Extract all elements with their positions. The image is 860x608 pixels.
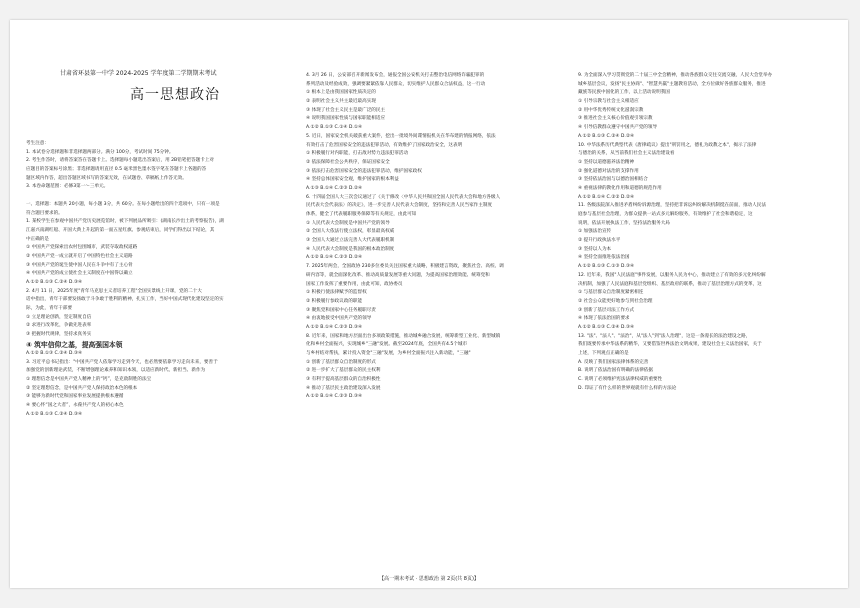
text-line: ① 引导宗教与社会主义相适应 <box>578 99 639 105</box>
text-line: A.①② B.①③ C.①④ D.①④ <box>306 125 363 131</box>
text-line: 藏族等民族中国化的工作，以上活动说明我国 <box>578 90 670 96</box>
text-line: ③ 依法打击危害国家安全的违法犯罪活动，维护国家政权 <box>306 168 422 174</box>
text-line: ② 提升行政执法水平 <box>578 238 621 244</box>
text-line: A.①② B.①④ C.②③ D.③④ <box>306 324 363 330</box>
text-line: ② 用中华优秀传统文化滋润宗教 <box>578 107 644 113</box>
text-line: ① 中国共产党探索出农村包围城市，武装夺取政权道路 <box>26 245 138 251</box>
text-line: ② 求进行改革化，争做先进表率 <box>26 323 92 329</box>
text-line: 与德治的关系，从当前我们社会主义法治建设看 <box>578 151 675 157</box>
text-line: ② 积极履行参政议政的职能 <box>306 298 363 304</box>
exam-paper-sheet <box>10 20 848 588</box>
text-line: 说明，依法开展执法工作，坚持法治服务大局 <box>578 220 670 226</box>
text-line: 国家工作发挥了重要作用，由此可知，政协委员 <box>306 281 403 287</box>
text-line: ① 立足理论创新，坚定制度自信 <box>26 314 92 320</box>
text-line: 体系，健全了代表履职服务保障等有关规定，由此可知 <box>306 212 417 217</box>
text-line: ④ 推动了基层民主政治建设深入发展 <box>306 385 381 391</box>
text-line: A.①② B.①④ C.②② D.②④ <box>578 194 635 200</box>
text-line: B. 说明了依法治国有明确的法律依据 <box>578 368 653 374</box>
text-line: ④ 由衷地接受中国共产党的领导 <box>306 316 372 322</box>
page-footer: 【高一期末考试 · 思想政治 第 2页(共 8页)】 <box>379 576 479 582</box>
column-right <box>578 72 828 393</box>
text-line: ③ 把握时代规律，坚持求真务实 <box>26 332 92 338</box>
text-line: ④ 说明我国国家性质与国家职能相适应 <box>306 116 386 122</box>
text-line: ① 积极履行对内职能，打击敌对势力违法犯罪活动 <box>306 151 409 157</box>
text-line: 庭参与基层社会治理，为群众提供一站式多元解纷服务，有效维护了社会和谐稳定，这 <box>578 212 753 217</box>
text-line: 12. 近年来，我国"人民法庭"事件发展，以服务人民为中心，推动建立了有效的多元化纠纷解 <box>578 272 766 278</box>
school-title: 甘肃省环县第一中学 2024-2025 学年度第二学期期末考试 <box>60 70 217 77</box>
text-line: ④ 引导信教群众遵守中国共产党的领导 <box>578 125 658 131</box>
column-left <box>26 140 276 419</box>
text-line: ④ 坚持全面推进依法治国 <box>578 255 630 261</box>
text-line: 4. 3月 26 日，公安部召开新闻发布会，通报全国公安机关打击整治电信网络诈骗犯罪的 <box>306 73 485 78</box>
text-line: A.①② B.①③ C.②④ D.③④ <box>26 411 83 417</box>
text-line: ① 根本上是由我国国家性质决定的 <box>306 90 376 96</box>
text-line: 与乡村结对帮扶，累计投入资金"三融"发展，为乡村全面振兴注入新动能，"三融" <box>306 351 471 356</box>
text-line: ① 人民代表大会制度是中国共产党的领导 <box>306 220 390 226</box>
text-line: ③ 有利于提高基层群众的自治积极性 <box>306 377 381 383</box>
text-line: ③ 中国共产党的诞生使中国人民在斗争中有了主心骨 <box>26 262 133 268</box>
text-line: 有效打击了危害国家安全的违法犯罪活动，有效维护了国家政治安全，这表明 <box>306 142 463 148</box>
text-line: 研内容等，就全面深化改革、推动高质量发展等重大问题，为提高国家治理效能、统筹党和 <box>306 272 490 278</box>
text-line: C. 说明了必须维护宪法法律权威的重要性 <box>578 377 663 383</box>
text-line: ③ 坚持以人为本 <box>578 246 612 252</box>
text-line: 系列活动及经验成效，强调要紧紧依靠人民群众，切实维护人民群众合法权益，这一行动 <box>306 81 486 87</box>
text-line: ② 社会公众能更好地参与到社会治理 <box>578 298 653 304</box>
text-line: 上述，下列观点正确的是 <box>578 351 629 356</box>
text-line: 题区域内作答，超出答题区域书写的答案无效，在试题卷、草稿纸上作答无效。 <box>26 175 187 181</box>
text-line: ③ 能够为新时代党和国家事业发展提供根本遵循 <box>26 394 124 400</box>
text-line: A.①③ B.①④ C.②③ D.②④ <box>306 185 363 191</box>
text-line: 11. 各级法院深入推进矛盾纠纷诉源治理，坚持把非诉讼纠纷解决机制挺在前面，推动人民法 <box>578 203 766 209</box>
text-line: ② 表明社会主义共主最近最高实现 <box>306 99 376 105</box>
text-line: ② 坚定理想信念，是中国共产党人保持政治本色的根本 <box>26 385 138 391</box>
subject-title: 高一思想政治 <box>130 87 220 103</box>
text-line: ④ 坚持总体国家安全观，维护国家的根本利益 <box>306 177 399 183</box>
text-line: ④ 体现了依法治国的要求 <box>578 316 630 322</box>
text-line: ① 创新了基层群众自治制度的形式 <box>306 359 376 365</box>
text-line: ④ 筑牢信仰之基，提高强国本领 <box>26 340 123 349</box>
text-line: ③ 聚焦党和国家中心任务履职尽责 <box>306 307 376 313</box>
text-line: A.①② B.①④ C.②③ D.③④ <box>306 394 363 400</box>
text-line: 10. 中华法系历代典型代表《唐律疏议》提出"刑罚用之，德礼为政教之本"，揭示了法律 <box>578 142 757 148</box>
text-line: 3. 本卷命题范围：必修3第一～三单元。 <box>26 184 109 190</box>
text-line: ① 理想信念是中国共产党人精神上的“钙”，是克敌制胜的法宝 <box>26 376 152 382</box>
text-line: 2. 4月 11 日，2025年度"青年马克思主义者培养工程"全国实景线上开课，党的二十大 <box>26 288 202 294</box>
text-line: A.①② B.①③ C.②④ D.③④ <box>26 350 83 356</box>
text-line: 2. 考生作答时，请将答案答在答题卡上。选择题每小题选出答案后，用 2B铅笔把答题卡上对 <box>26 158 214 164</box>
text-line: 决机制，加强了人民法庭和基层党组织、基层政府的联系，推动了基层治理方式的变革，这 <box>578 281 762 287</box>
text-line: ④ 要心怀“国之大者”，永葆共产党人的初心本色 <box>26 402 124 408</box>
text-line: 话中指出，青年干部要发扬敢于斗争敢于胜利的精神，扎实工作，当好中国式现代化建设坚定的实 <box>26 297 224 303</box>
text-line: 一、选择题：本题共 20小题，每小题 3分，共 60分。在每小题给出的四个选项中，只有一项是 <box>26 201 220 207</box>
text-line: ③ 推进社会主义核心价值观引领宗教 <box>578 116 653 122</box>
text-line: 1. 某校学生在参观中国共产党历史展览馆时，被下列展品所吸引：(湖南长沙出土的考察报告)，湖 <box>26 219 224 225</box>
text-line: A.①② B.①④ C.②③ D.②④ <box>306 255 363 261</box>
text-line: ① 积极行使法律赋予的监督权 <box>306 290 367 296</box>
text-line: ④ 中国共产党的成立使社会主义制度在中国得以确立 <box>26 271 133 277</box>
text-line: ③ 创新了基层司法工作方式 <box>578 307 635 313</box>
text-line: ① 与基层群众自治制度紧密相连 <box>578 290 644 296</box>
text-line: 9. 为全面深入学习贯彻党的二十届三中全会精神，推动各族群众交往交流交融，人民大会堂举办 <box>578 73 773 78</box>
text-line: 13. "法"、"法人"、"法治"，从"法人"到"法人治理"，这是一条漫长的法治建设之路， <box>578 333 751 339</box>
text-line: 5. 近日，国家安全机关破获重大案件，挖出一批境外间谍情报机关在华布建的情报网络，依法 <box>306 133 496 139</box>
text-line: ① 坚持以道德滋养法治精神 <box>578 159 635 165</box>
text-line: 考生注意： <box>26 141 49 146</box>
text-line: ② 进一步扩大了基层群众的民主权利 <box>306 368 381 374</box>
text-line: 化和乡村全面振兴，实现城乡"三融"发展。截至2024年底，全国共有4.5个城市 <box>306 342 468 348</box>
text-line: 符合题目要求的。 <box>26 210 63 216</box>
text-line: ② 依法保障社会公共秩序，保证国家安全 <box>306 159 390 165</box>
text-line: A. 反映了我们国家法律体系的完善 <box>578 359 649 365</box>
text-line: 1. 本试卷分选择题和非选择题两部分。满分 100分，考试时间 75分钟。 <box>26 149 174 155</box>
text-line: 我们既要传承中华法系的精华，又要借鉴世界法治文明成果，建设社会主义法治国家，关于 <box>578 342 762 348</box>
text-line: ③ 体现了社会主义民主是最广泛的民主 <box>306 107 386 113</box>
text-line: 加强党的创新理论武装，不断增强理论素养和知识本领，以适应新时代、新担当、新作为 <box>26 368 206 374</box>
text-line: 中正确的是 <box>26 236 49 242</box>
text-line: A.①② B.①③ C.②④ D.③④ <box>578 324 635 330</box>
column-middle <box>306 72 556 402</box>
text-line: ② 全国人大依法行使立法权，彰显最高权威 <box>306 229 395 235</box>
text-line: ④ 人民代表大会制度是我国的根本政治制度 <box>306 246 395 252</box>
text-line: 8. 近年来，国家和地方层面出台多项政策措施，推动城乡融合发展，统筹新型工业化、新型城镇 <box>306 333 501 339</box>
text-line: 应题目的答案标号涂黑；非选择题请用直径 0.5 毫米黑色墨水签字笔在答题卡上各题的答 <box>26 167 207 173</box>
text-line: 7. 2025年两会，全国政协 230多位委员关注国家重大战略，积极建言资政，聚焦社会、高校、调 <box>306 264 504 270</box>
text-line: 民代表大会代表法〉的决定》，进一步完善人民代表大会制度，坚持和完善人民当家作主制度 <box>306 203 493 209</box>
text-line <box>26 192 276 201</box>
text-line: 6. 十四届全国人大三次会议通过了《关于修改〈中华人民共和国全国人民代表大会和地方各级人 <box>306 194 501 200</box>
text-line: ① 加强法治宣传 <box>578 229 612 235</box>
text-line: 际，为此，青年干部要 <box>26 306 72 312</box>
text-line: A.①② B.①③ C.②④ D.③④ <box>26 280 83 285</box>
text-line: A.①② B.①③ C.②④ D.②④ <box>578 133 635 139</box>
text-line: 江嘉兴南湖红船、开国大典上升起的第一面五星红旗、参观结束后，同学们得出以下结论，其 <box>26 227 215 233</box>
text-line: 城乡基层会议，发扬"民主协商"、"智慧共赢"主题教育活动，全方位做好各族群众服务，推进 <box>578 81 766 87</box>
text-line: ② 强化道德对法治的支撑作用 <box>578 168 639 174</box>
text-line: ② 中国共产党一成立就开启了中国特色社会主义道路 <box>26 253 133 259</box>
text-line: 3. 习近平总书记指出："中国共产党人依靠学习走到今天，也必然要依靠学习走向未来，要善于 <box>26 359 218 365</box>
text-line: D. 印证了有什么样的世界观就有什么样的方法论 <box>578 385 677 391</box>
text-line: A.①② B.①③ C.①③ D.③④ <box>578 264 635 270</box>
text-line: ④ 重视法律的教化作用和道德的规范作用 <box>578 185 662 191</box>
text-line: ③ 全国人大通过立法完善人大代表履职机制 <box>306 238 395 244</box>
text-line: ③ 坚持依法治国与以德治国相结合 <box>578 177 648 183</box>
